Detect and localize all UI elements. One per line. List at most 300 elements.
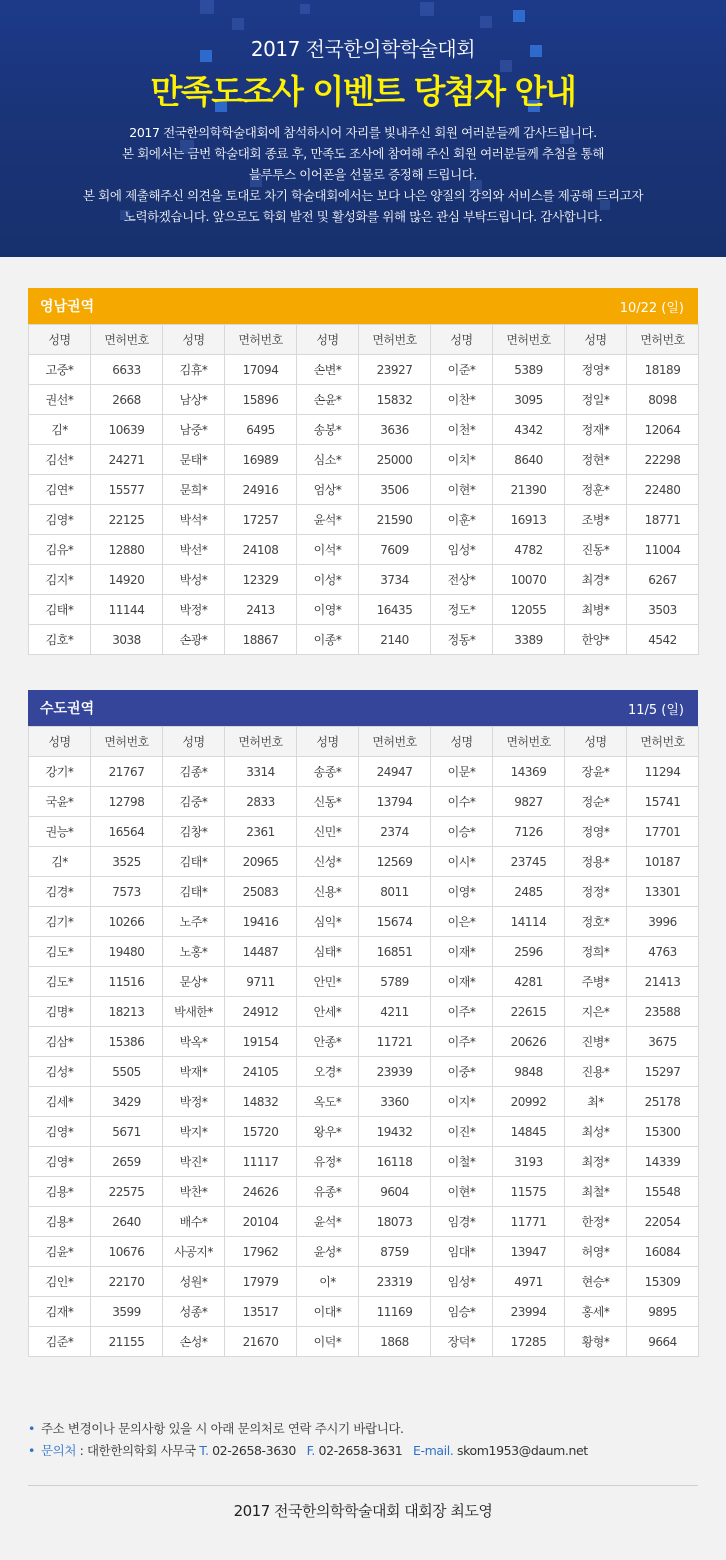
license-column-header: 면허번호 (493, 325, 565, 355)
yeongnam-section (28, 288, 698, 655)
winner-name: 노주* (163, 907, 225, 937)
winner-name: 이준* (431, 355, 493, 385)
table-row (29, 625, 699, 655)
winner-name: 김도* (29, 937, 91, 967)
winner-name: 임대* (431, 1237, 493, 1267)
license-number: 18771 (627, 505, 699, 535)
license-number: 3506 (359, 475, 431, 505)
winner-name: 정영* (565, 817, 627, 847)
license-number: 15741 (627, 787, 699, 817)
license-number: 24916 (225, 475, 297, 505)
winner-name: 남중* (163, 415, 225, 445)
winner-name: 송봉* (297, 415, 359, 445)
table-row (29, 385, 699, 415)
section-header (28, 288, 698, 324)
winner-name: 남상* (163, 385, 225, 415)
license-number: 10266 (91, 907, 163, 937)
table-row (29, 967, 699, 997)
winner-name: 안민* (297, 967, 359, 997)
license-number: 15577 (91, 475, 163, 505)
license-number: 3314 (225, 757, 297, 787)
winner-name: 김기* (29, 907, 91, 937)
winner-name: 엄상* (297, 475, 359, 505)
winner-name: 이현* (431, 475, 493, 505)
license-number: 3636 (359, 415, 431, 445)
winner-name: 김재* (29, 1297, 91, 1327)
page-title: 만족도조사 이벤트 당첨자 안내 (150, 72, 576, 111)
winner-name: 김유* (29, 535, 91, 565)
license-number: 14845 (493, 1117, 565, 1147)
table-row (29, 847, 699, 877)
license-number: 3996 (627, 907, 699, 937)
license-number: 7609 (359, 535, 431, 565)
license-number: 19480 (91, 937, 163, 967)
table-body (29, 355, 699, 655)
name-column-header: 성명 (297, 727, 359, 757)
license-number: 15300 (627, 1117, 699, 1147)
winner-name: 이훈* (431, 505, 493, 535)
table-row (29, 445, 699, 475)
winner-name: 정영* (565, 355, 627, 385)
winner-name: 박찬* (163, 1177, 225, 1207)
winner-name: 정훈* (565, 475, 627, 505)
winner-name: 이대* (297, 1297, 359, 1327)
license-number: 17285 (493, 1327, 565, 1357)
license-number: 7126 (493, 817, 565, 847)
intro-line: 노력하겠습니다. 앞으로도 학회 발전 및 활성화를 위해 많은 관심 부탁드립니다. 감사합니다. (123, 209, 603, 224)
license-number: 20992 (493, 1087, 565, 1117)
decor-square (420, 2, 434, 16)
license-number: 16118 (359, 1147, 431, 1177)
winner-name: 김윤* (29, 1237, 91, 1267)
license-number: 10676 (91, 1237, 163, 1267)
license-number: 12064 (627, 415, 699, 445)
license-column-header: 면허번호 (627, 727, 699, 757)
winner-name: 이지* (431, 1087, 493, 1117)
table-row (29, 997, 699, 1027)
license-number: 9711 (225, 967, 297, 997)
winner-name: 박진* (163, 1147, 225, 1177)
license-number: 6267 (627, 565, 699, 595)
footer-notes (28, 1418, 698, 1462)
winner-name: 김경* (29, 877, 91, 907)
winner-name: 이석* (297, 535, 359, 565)
name-column-header: 성명 (565, 325, 627, 355)
winner-name: 김* (29, 847, 91, 877)
winner-name: 고중* (29, 355, 91, 385)
winner-name: 김용* (29, 1177, 91, 1207)
license-column-header: 면허번호 (493, 727, 565, 757)
event-subtitle: 2017 전국한의학학술대회 (250, 37, 476, 61)
license-number: 14339 (627, 1147, 699, 1177)
license-number: 11294 (627, 757, 699, 787)
winner-name: 황형* (565, 1327, 627, 1357)
license-number: 15896 (225, 385, 297, 415)
winner-name: 김삼* (29, 1027, 91, 1057)
license-number: 9895 (627, 1297, 699, 1327)
winner-name: 최경* (565, 565, 627, 595)
license-number: 16435 (359, 595, 431, 625)
winner-name: 정현* (565, 445, 627, 475)
table-row (29, 1327, 699, 1357)
winner-name: 김도* (29, 967, 91, 997)
license-number: 24626 (225, 1177, 297, 1207)
table-row (29, 1177, 699, 1207)
winner-name: 손성* (163, 1327, 225, 1357)
bullet-icon: • (28, 1443, 35, 1458)
license-number: 24912 (225, 997, 297, 1027)
tel-label: T. (199, 1443, 209, 1458)
license-number: 2413 (225, 595, 297, 625)
table-row (29, 355, 699, 385)
license-number: 5789 (359, 967, 431, 997)
winner-name: 김종* (163, 757, 225, 787)
license-number: 11771 (493, 1207, 565, 1237)
winner-name: 심태* (297, 937, 359, 967)
winner-name: 진병* (565, 1027, 627, 1057)
license-number: 21767 (91, 757, 163, 787)
table-row (29, 937, 699, 967)
license-number: 8640 (493, 445, 565, 475)
license-number: 24271 (91, 445, 163, 475)
license-number: 25083 (225, 877, 297, 907)
winner-name: 김명* (29, 997, 91, 1027)
license-number: 12798 (91, 787, 163, 817)
winner-name: 현승* (565, 1267, 627, 1297)
license-number: 2361 (225, 817, 297, 847)
license-number: 14487 (225, 937, 297, 967)
name-column-header: 성명 (163, 727, 225, 757)
table-row (29, 757, 699, 787)
winner-name: 왕우* (297, 1117, 359, 1147)
license-number: 9604 (359, 1177, 431, 1207)
license-number: 17257 (225, 505, 297, 535)
winner-name: 이시* (431, 847, 493, 877)
winner-name: 이재* (431, 967, 493, 997)
winner-name: 주병* (565, 967, 627, 997)
contact-line (28, 1440, 698, 1462)
winner-name: 옥도* (297, 1087, 359, 1117)
license-number: 18073 (359, 1207, 431, 1237)
license-number: 22054 (627, 1207, 699, 1237)
bullet-icon: • (28, 1421, 35, 1436)
license-number: 15832 (359, 385, 431, 415)
license-number: 15386 (91, 1027, 163, 1057)
winner-name: 김선* (29, 445, 91, 475)
winner-name: 이중* (431, 1057, 493, 1087)
winner-name: 정도* (431, 595, 493, 625)
license-number: 3038 (91, 625, 163, 655)
license-number: 22480 (627, 475, 699, 505)
table-row (29, 505, 699, 535)
name-column-header: 성명 (29, 727, 91, 757)
winner-name: 임성* (431, 535, 493, 565)
winner-name: 손윤* (297, 385, 359, 415)
table-row (29, 787, 699, 817)
license-number: 3675 (627, 1027, 699, 1057)
decor-square (232, 18, 244, 30)
license-number: 16851 (359, 937, 431, 967)
license-number: 4971 (493, 1267, 565, 1297)
winner-name: 정용* (565, 847, 627, 877)
winner-name: 정정* (565, 877, 627, 907)
winner-name: 유종* (297, 1177, 359, 1207)
winner-name: 이찬* (431, 385, 493, 415)
winner-name: 윤석* (297, 1207, 359, 1237)
license-number: 12569 (359, 847, 431, 877)
license-number: 5389 (493, 355, 565, 385)
winner-name: 최병* (565, 595, 627, 625)
license-number: 3360 (359, 1087, 431, 1117)
license-number: 23745 (493, 847, 565, 877)
notice-line (28, 1418, 698, 1440)
winner-name: 최성* (565, 1117, 627, 1147)
name-column-header: 성명 (297, 325, 359, 355)
winner-name: 허영* (565, 1237, 627, 1267)
license-number: 15674 (359, 907, 431, 937)
email-label: E-mail. (413, 1443, 454, 1458)
winner-name: 장윤* (565, 757, 627, 787)
winner-name: 국윤* (29, 787, 91, 817)
winner-name: 신성* (297, 847, 359, 877)
winner-name: 노홍* (163, 937, 225, 967)
winner-name: 문태* (163, 445, 225, 475)
winner-name: 배수* (163, 1207, 225, 1237)
license-number: 11144 (91, 595, 163, 625)
license-number: 13301 (627, 877, 699, 907)
winner-name: 심익* (297, 907, 359, 937)
license-number: 4281 (493, 967, 565, 997)
contact-org: 대한한의학회 사무국 (86, 1443, 196, 1458)
license-number: 22615 (493, 997, 565, 1027)
table-row (29, 1117, 699, 1147)
intro-line: 본 회에 제출해주신 의견을 토대로 차기 학술대회에서는 보다 나은 양질의 강의와 서비스를 제공해 드리고자 (82, 188, 644, 203)
winner-name: 김태* (163, 847, 225, 877)
license-number: 22298 (627, 445, 699, 475)
license-number: 9664 (627, 1327, 699, 1357)
winner-name: 지은* (565, 997, 627, 1027)
decor-square (480, 16, 492, 28)
table-row (29, 415, 699, 445)
license-number: 22125 (91, 505, 163, 535)
winner-name: 김호* (29, 625, 91, 655)
license-number: 21390 (493, 475, 565, 505)
section-date: 10/22 (일) (619, 300, 684, 316)
winner-name: 박석* (163, 505, 225, 535)
winner-name: 정재* (565, 415, 627, 445)
license-number: 17701 (627, 817, 699, 847)
winner-name: 유정* (297, 1147, 359, 1177)
license-number: 5505 (91, 1057, 163, 1087)
decor-square (300, 4, 310, 14)
license-number: 2485 (493, 877, 565, 907)
license-number: 6495 (225, 415, 297, 445)
license-number: 18213 (91, 997, 163, 1027)
license-number: 15309 (627, 1267, 699, 1297)
winner-name: 강기* (29, 757, 91, 787)
decor-square (200, 0, 214, 14)
table-row (29, 1027, 699, 1057)
winner-name: 최* (565, 1087, 627, 1117)
license-number: 4342 (493, 415, 565, 445)
winner-name: 윤석* (297, 505, 359, 535)
license-number: 10639 (91, 415, 163, 445)
license-number: 2668 (91, 385, 163, 415)
tel-number: 02-2658-3630 (212, 1443, 296, 1458)
winner-name: 김휴* (163, 355, 225, 385)
license-number: 13947 (493, 1237, 565, 1267)
license-number: 24947 (359, 757, 431, 787)
winner-name: 손광* (163, 625, 225, 655)
notice-text: 주소 변경이나 문의사항 있을 시 아래 문의처로 연락 주시기 바랍니다. (40, 1421, 404, 1436)
winner-name: 김연* (29, 475, 91, 505)
winner-name: 이현* (431, 1177, 493, 1207)
name-column-header: 성명 (565, 727, 627, 757)
intro-text (0, 122, 726, 227)
license-number: 23939 (359, 1057, 431, 1087)
winner-name: 박정* (163, 1087, 225, 1117)
table-row (29, 475, 699, 505)
winner-name: 심소* (297, 445, 359, 475)
license-number: 23994 (493, 1297, 565, 1327)
contact-label: 문의처 (40, 1443, 77, 1458)
winner-name: 송종* (297, 757, 359, 787)
license-number: 21590 (359, 505, 431, 535)
license-number: 15297 (627, 1057, 699, 1087)
winner-name: 이철* (431, 1147, 493, 1177)
winner-name: 김영* (29, 1147, 91, 1177)
winner-name: 박재* (163, 1057, 225, 1087)
intro-line: 본 회에서는 금번 학술대회 종료 후, 만족도 조사에 참여해 주신 회원 여러분들께 추첨을 통해 (121, 146, 604, 161)
winner-name: 박선* (163, 535, 225, 565)
license-number: 14832 (225, 1087, 297, 1117)
license-number: 11004 (627, 535, 699, 565)
winner-name: 김영* (29, 505, 91, 535)
table-row (29, 535, 699, 565)
winner-name: 최정* (565, 1147, 627, 1177)
license-number: 3095 (493, 385, 565, 415)
license-number: 8098 (627, 385, 699, 415)
table-row (29, 877, 699, 907)
license-number: 10187 (627, 847, 699, 877)
winner-name: 안세* (297, 997, 359, 1027)
license-column-header: 면허번호 (359, 325, 431, 355)
license-number: 11721 (359, 1027, 431, 1057)
license-number: 19154 (225, 1027, 297, 1057)
license-number: 21413 (627, 967, 699, 997)
winner-name: 신용* (297, 877, 359, 907)
winner-name: 권선* (29, 385, 91, 415)
winner-name: 이수* (431, 787, 493, 817)
signature: 2017 전국한의학학술대회 대회장 최도영 (233, 1502, 493, 1520)
license-column-header: 면허번호 (91, 727, 163, 757)
license-number: 22575 (91, 1177, 163, 1207)
email-link[interactable]: skom1953@daum.net (456, 1443, 588, 1458)
winner-name: 이천* (431, 415, 493, 445)
license-number: 12055 (493, 595, 565, 625)
winner-name: 김지* (29, 565, 91, 595)
table-row (29, 1237, 699, 1267)
fax-number: 02-2658-3631 (318, 1443, 403, 1458)
winner-name: 이문* (431, 757, 493, 787)
intro-line: 블루투스 이어폰을 선물로 증정해 드립니다. (248, 167, 478, 182)
license-number: 3734 (359, 565, 431, 595)
license-number: 21155 (91, 1327, 163, 1357)
license-number: 25000 (359, 445, 431, 475)
winner-name: 김중* (163, 787, 225, 817)
license-number: 13794 (359, 787, 431, 817)
winner-name: 이은* (431, 907, 493, 937)
intro-line: 2017 전국한의학학술대회에 참석하시어 자리를 빛내주신 회원 여러분들께 감사드립니다. (129, 125, 597, 140)
license-number: 4763 (627, 937, 699, 967)
license-number: 4211 (359, 997, 431, 1027)
winner-name: 정호* (565, 907, 627, 937)
table-row (29, 1207, 699, 1237)
winner-name: 이영* (297, 595, 359, 625)
license-number: 20104 (225, 1207, 297, 1237)
license-number: 3599 (91, 1297, 163, 1327)
winner-name: 권능* (29, 817, 91, 847)
table-row (29, 595, 699, 625)
license-number: 24105 (225, 1057, 297, 1087)
winner-name: 진용* (565, 1057, 627, 1087)
license-column-header: 면허번호 (91, 325, 163, 355)
license-number: 14369 (493, 757, 565, 787)
table-row (29, 907, 699, 937)
winner-name: 정순* (565, 787, 627, 817)
winner-name: 문희* (163, 475, 225, 505)
winner-name: 이진* (431, 1117, 493, 1147)
winner-name: 사공지* (163, 1237, 225, 1267)
license-number: 15548 (627, 1177, 699, 1207)
winner-name: 이치* (431, 445, 493, 475)
winner-name: 성원* (163, 1267, 225, 1297)
table-header-row (29, 325, 699, 355)
license-number: 2640 (91, 1207, 163, 1237)
license-number: 18189 (627, 355, 699, 385)
license-number: 23319 (359, 1267, 431, 1297)
license-number: 3389 (493, 625, 565, 655)
table-body (29, 757, 699, 1357)
winner-name: 이종* (297, 625, 359, 655)
license-number: 25178 (627, 1087, 699, 1117)
license-number: 7573 (91, 877, 163, 907)
license-number: 17962 (225, 1237, 297, 1267)
winner-name: 이영* (431, 877, 493, 907)
table-header-row (29, 727, 699, 757)
name-column-header: 성명 (163, 325, 225, 355)
name-column-header: 성명 (431, 727, 493, 757)
footer-divider (28, 1485, 698, 1486)
winner-name: 김영* (29, 1117, 91, 1147)
license-number: 4782 (493, 535, 565, 565)
license-number: 5671 (91, 1117, 163, 1147)
decor-square (513, 10, 525, 22)
section-title: 수도권역 (40, 701, 95, 717)
winner-name: 홍세* (565, 1297, 627, 1327)
license-number: 14920 (91, 565, 163, 595)
winner-name: 박옥* (163, 1027, 225, 1057)
winner-name: 조병* (565, 505, 627, 535)
license-number: 2659 (91, 1147, 163, 1177)
license-number: 23588 (627, 997, 699, 1027)
section-title: 영남권역 (40, 299, 95, 315)
winner-name: 성종* (163, 1297, 225, 1327)
license-number: 2833 (225, 787, 297, 817)
license-number: 15720 (225, 1117, 297, 1147)
name-column-header: 성명 (431, 325, 493, 355)
license-number: 20626 (493, 1027, 565, 1057)
